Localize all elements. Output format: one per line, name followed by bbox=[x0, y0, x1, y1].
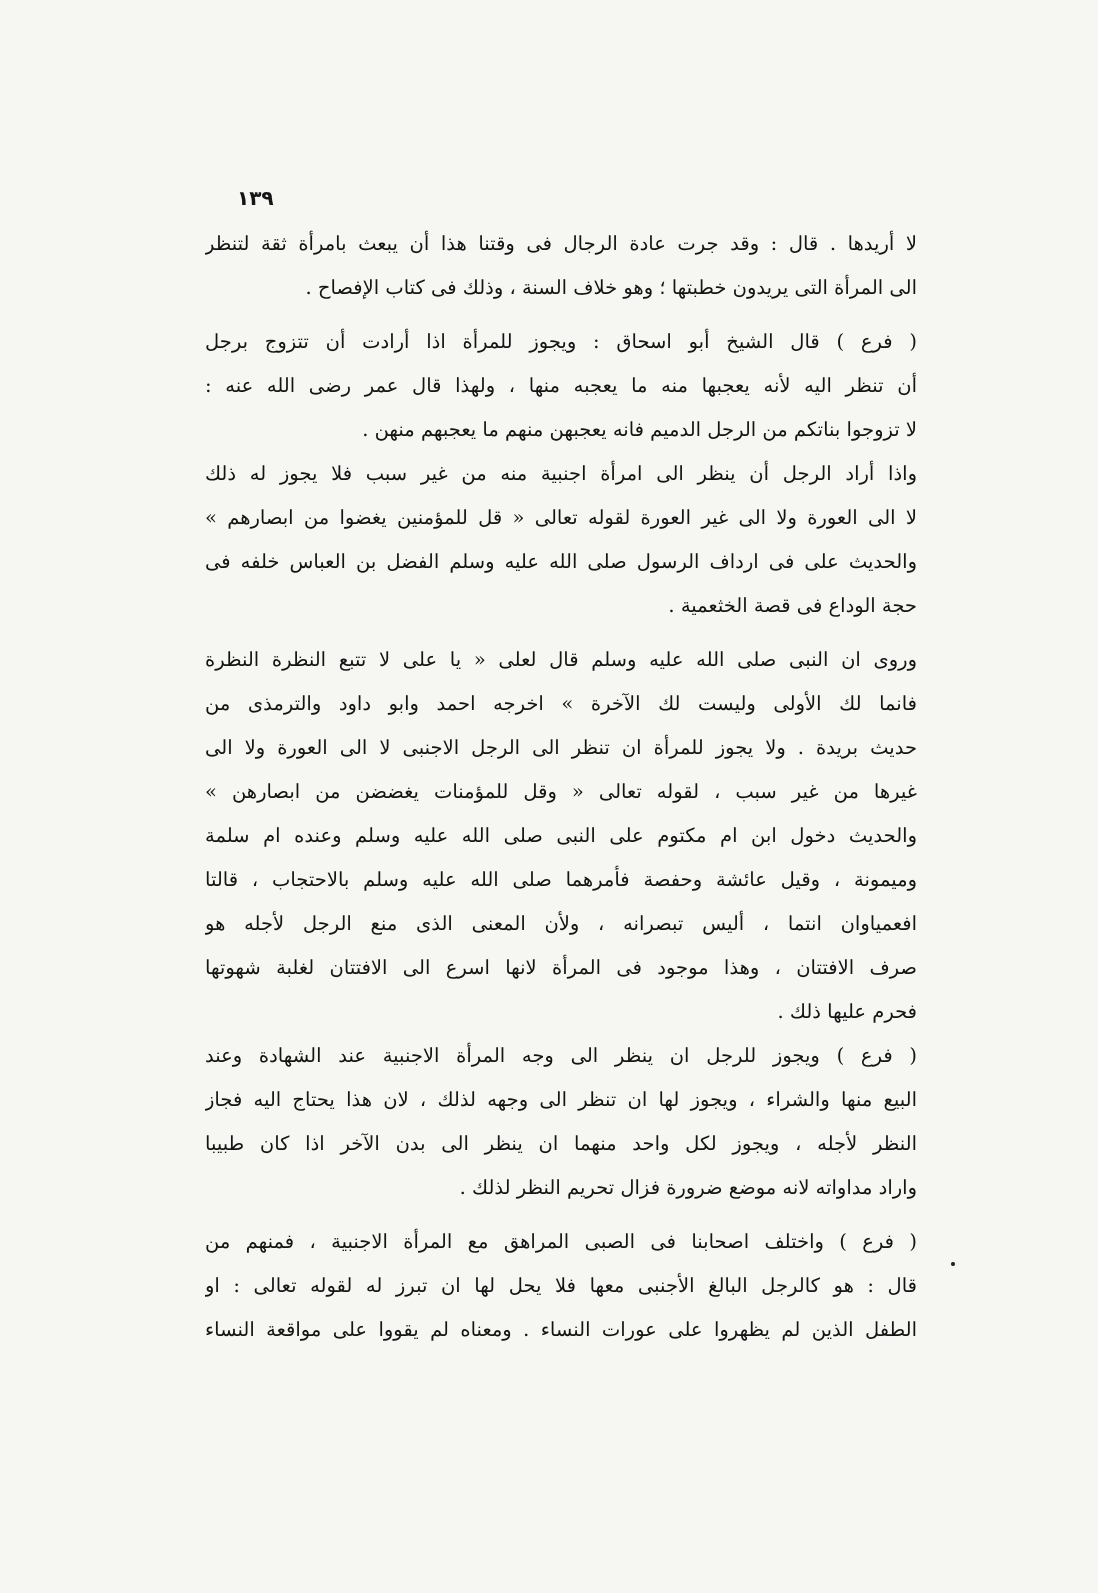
paragraph bbox=[205, 1220, 917, 1352]
text-line: ( فرع ) ويجوز للرجل ان ينظر الى وجه المرأة الاجنبية عند الشهادة وعند bbox=[205, 1044, 917, 1067]
text-line: الى المرأة التى يريدون خطبتها ؛ وهو خلاف السنة ، وذلك فى كتاب الإفصاح . bbox=[305, 276, 917, 299]
text-line: وروى ان النبى صلى الله عليه وسلم قال لعلى « يا على لا تتبع النظرة النظرة bbox=[205, 648, 917, 671]
text-line: لا الى العورة ولا الى غير العورة لقوله تعالى « قل للمؤمنين يغضوا من ابصارهم » bbox=[205, 506, 917, 529]
paragraph bbox=[205, 222, 917, 310]
text-line: غيرها من غير سبب ، لقوله تعالى « وقل للمؤمنات يغضضن من ابصارهن » bbox=[205, 780, 917, 803]
text-line: ( فرع ) واختلف اصحابنا فى الصبى المراهق مع المرأة الاجنبية ، فمنهم من bbox=[205, 1230, 917, 1253]
text-line: البيع منها والشراء ، ويجوز لها ان تنظر الى وجهه لذلك ، لان هذا يحتاج اليه فجاز bbox=[205, 1088, 917, 1111]
text-line: أن تنظر اليه لأنه يعجبها منه ما يعجبه منها ، ولهذا قال عمر رضى الله عنه : bbox=[205, 374, 917, 397]
text-line: لا تزوجوا بناتكم من الرجل الدميم فانه يعجبهن منهم ما يعجبهم منهن . bbox=[362, 418, 917, 441]
text-line: فحرم عليها ذلك . bbox=[777, 1000, 917, 1023]
text-line: حديث بريدة . ولا يجوز للمرأة ان تنظر الى الرجل الاجنبى لا الى العورة ولا الى bbox=[205, 736, 917, 759]
text-line: وميمونة ، وقيل عائشة وحفصة فأمرهما صلى الله عليه وسلم بالاحتجاب ، قالتا bbox=[205, 868, 917, 891]
text-line: لا أريدها . قال : وقد جرت عادة الرجال فى وقتنا هذا أن يبعث بامرأة ثقة لتنظر bbox=[205, 232, 917, 255]
page-number: ١٣٩ bbox=[237, 186, 274, 210]
text-line: النظر لأجله ، ويجوز لكل واحد منهما ان ينظر الى بدن الآخر اذا كان طبيبا bbox=[205, 1132, 917, 1155]
text-line: الطفل الذين لم يظهروا على عورات النساء . ومعناه لم يقووا على مواقعة النساء bbox=[205, 1318, 917, 1341]
text-line: واذا أراد الرجل أن ينظر الى امرأة اجنبية منه من غير سبب فلا يجوز له ذلك bbox=[205, 462, 917, 485]
text-line: افعمياوان انتما ، أليس تبصرانه ، ولأن المعنى الذى منع الرجل لأجله هو bbox=[205, 912, 917, 935]
text-line: والحديث دخول ابن ام مكتوم على النبى صلى الله عليه وسلم وعنده ام سلمة bbox=[205, 824, 917, 847]
text-line: صرف الافتتان ، وهذا موجود فى المرأة لانها اسرع الى الافتتان لغلبة شهوتها bbox=[205, 956, 917, 979]
text-line: والحديث على فى ارداف الرسول صلى الله عليه وسلم الفضل بن العباس خلفه فى bbox=[205, 550, 917, 573]
paragraph bbox=[205, 1034, 917, 1210]
text-line: واراد مداواته لانه موضع ضرورة فزال تحريم النظر لذلك . bbox=[459, 1176, 917, 1199]
text-line: حجة الوداع فى قصة الخثعمية . bbox=[668, 594, 917, 617]
paragraph bbox=[205, 452, 917, 628]
paragraph bbox=[205, 320, 917, 452]
text-line: فانما لك الأولى وليست لك الآخرة » اخرجه احمد وابو داود والترمذى من bbox=[205, 692, 917, 715]
paragraph bbox=[205, 638, 917, 1034]
scan-speck bbox=[951, 1262, 955, 1266]
body-text bbox=[205, 222, 917, 1352]
text-line: قال : هو كالرجل البالغ الأجنبى معها فلا يحل لها ان تبرز له لقوله تعالى : او bbox=[205, 1274, 917, 1297]
text-line: ( فرع ) قال الشيخ أبو اسحاق : ويجوز للمرأة اذا أرادت أن تتزوج برجل bbox=[205, 330, 917, 353]
